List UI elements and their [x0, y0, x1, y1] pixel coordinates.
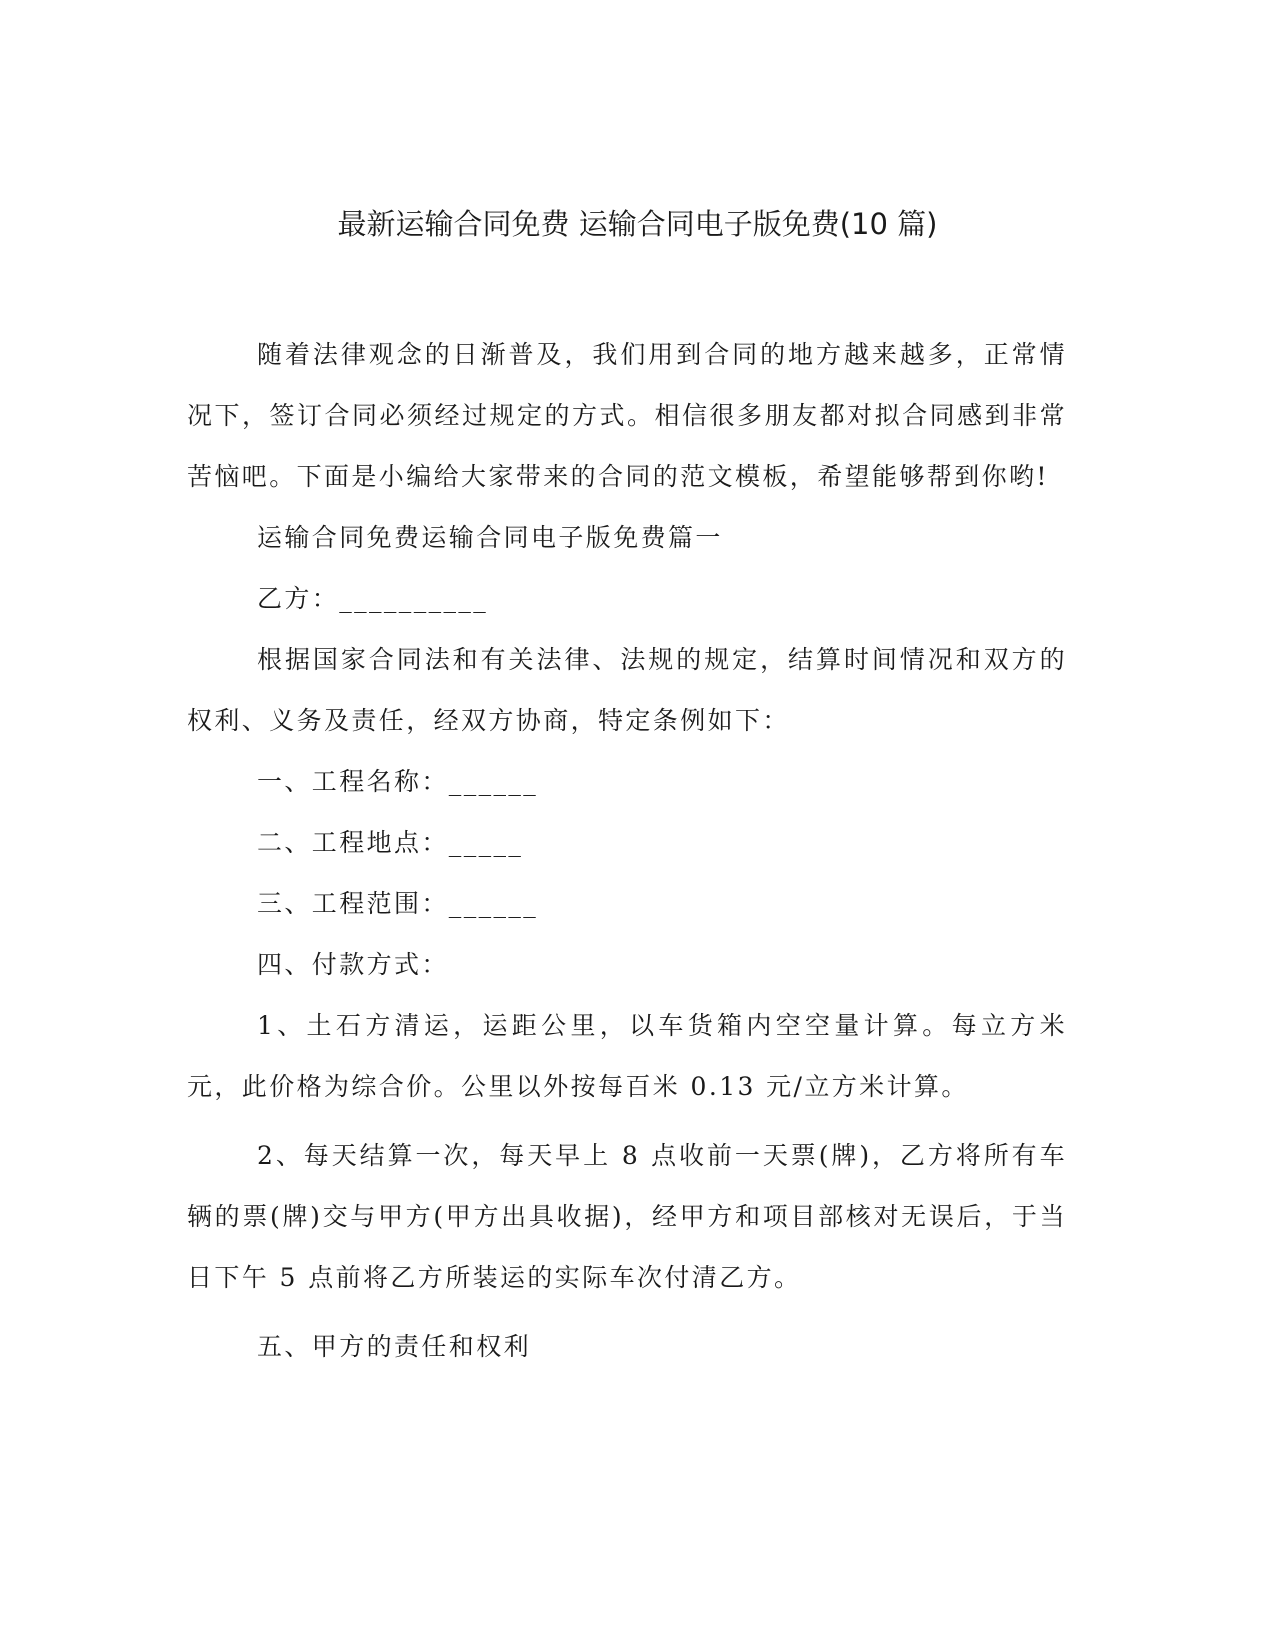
clause-project-location: 二、工程地点：_____ — [257, 828, 524, 857]
document-body — [187, 324, 1067, 1377]
clause-project-name: 一、工程名称：______ — [257, 767, 539, 796]
payment-item-1: 1、土石方清运，运距公里，以车货箱内空空量计算。每立方米元，此价格为综合价。公里以外按每百米 0.13 元/立方米计算。 — [187, 1011, 1067, 1101]
preamble-paragraph: 根据国家合同法和有关法律、法规的规定，结算时间情况和双方的权利、义务及责任，经双方协商，特定条例如下： — [187, 645, 1067, 735]
document-title: 最新运输合同免费 运输合同电子版免费(10 篇) — [337, 207, 938, 241]
party-b-line: 乙方：__________ — [257, 584, 489, 613]
clause-party-a-duties: 五、甲方的责任和权利 — [257, 1332, 532, 1361]
clause-payment-method: 四、付款方式： — [257, 950, 449, 979]
clause-project-scope: 三、工程范围：______ — [257, 889, 539, 918]
section-heading: 运输合同免费运输合同电子版免费篇一 — [257, 523, 723, 552]
payment-item-2: 2、每天结算一次，每天早上 8 点收前一天票(牌)，乙方将所有车辆的票(牌)交与甲方(甲方出具收据)，经甲方和项目部核对无误后，于当日下午 5 点前将乙方所装运的实际车次付清乙方。 — [187, 1141, 1067, 1292]
intro-paragraph: 随着法律观念的日渐普及，我们用到合同的地方越来越多，正常情况下，签订合同必须经过规定的方式。相信很多朋友都对拟合同感到非常苦恼吧。下面是小编给大家带来的合同的范文模板，希望能够帮到你哟! — [187, 340, 1067, 491]
